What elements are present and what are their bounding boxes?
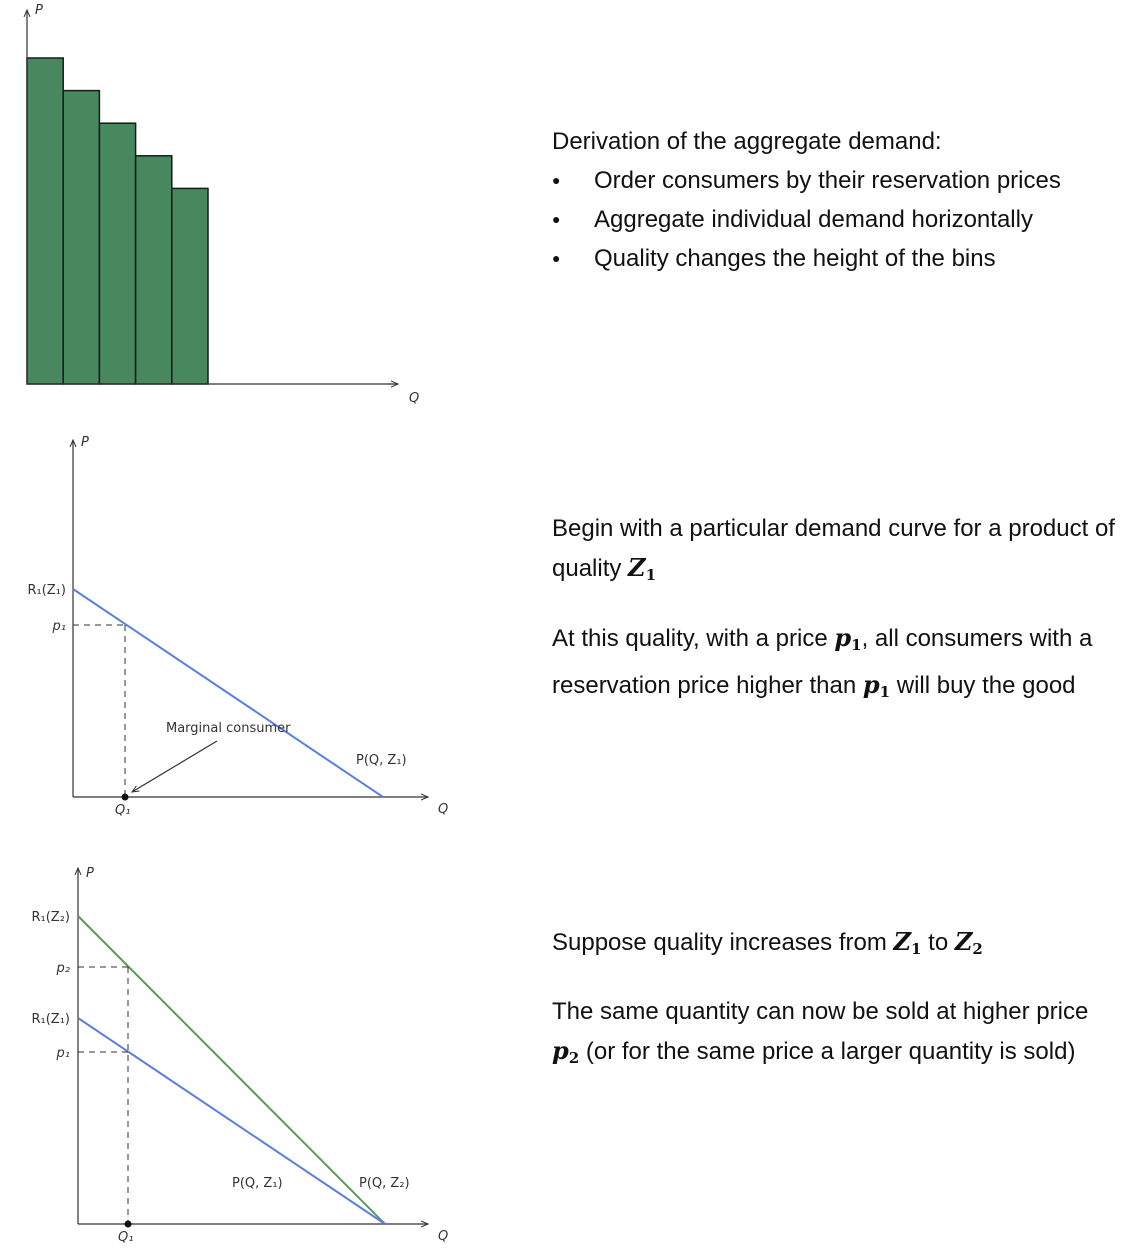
price-symbol: p — [552, 1036, 569, 1065]
quality-increase-diagram — [0, 850, 460, 1258]
quality-subscript: 2 — [972, 940, 983, 958]
list-item: ● Aggregate individual demand horizontally — [552, 200, 1122, 239]
demand-curve-z1 — [78, 1018, 385, 1224]
demand-curve-text — [552, 509, 1122, 712]
demand-curve-z1-label: P(Q, Z₁) — [356, 753, 407, 768]
intro-text: Begin with a particular demand curve for a product of quality — [552, 515, 1115, 582]
price-subscript: 2 — [568, 1049, 580, 1067]
quality-increase-explanation — [552, 992, 1122, 1078]
quality-subscript: 1 — [645, 566, 657, 584]
p-axis-label: P — [81, 435, 89, 450]
p-axis-label: P — [86, 866, 94, 881]
demand-bin — [99, 123, 135, 384]
list-item: ● Order consumers by their reservation prices — [552, 161, 1122, 200]
demand-curve-z2-label: P(Q, Z₂) — [359, 1176, 410, 1191]
demand-bin — [136, 156, 172, 384]
to-word: to — [928, 929, 949, 956]
explanation-text-b: (or for the same price a larger quantity is sold) — [585, 1038, 1076, 1065]
p1-label: p₁ — [56, 1046, 70, 1061]
q1-label: Q₁ — [118, 1230, 134, 1245]
price-subscript: 1 — [851, 636, 862, 654]
q-axis-label: Q — [409, 391, 420, 406]
price-symbol: p — [862, 670, 880, 699]
aggregate-demand-bins-diagram — [0, 0, 440, 410]
price-symbol: p — [834, 623, 852, 652]
aggregate-demand-text — [552, 122, 1122, 278]
demand-curve-z1 — [73, 589, 383, 797]
explanation-text-c: will buy the good — [896, 672, 1076, 699]
demand-curve-intro — [552, 509, 1122, 595]
quality-symbol: Z — [893, 927, 912, 956]
q-axis-label: Q — [438, 1229, 449, 1244]
intro-text: Suppose quality increases from — [552, 929, 887, 956]
quality-increase-intro — [552, 922, 1122, 969]
price-subscript: 1 — [879, 683, 891, 701]
demand-bins — [27, 58, 208, 384]
p2-label: p₂ — [56, 961, 70, 976]
list-item: ● Quality changes the height of the bins — [552, 239, 1122, 278]
demand-curve-z1-label: P(Q, Z₁) — [232, 1176, 283, 1191]
quality-increase-text — [552, 922, 1122, 1078]
demand-bin — [27, 58, 63, 384]
q1-label: Q₁ — [115, 803, 131, 818]
q1-point — [125, 1221, 132, 1228]
marginal-consumer-label: Marginal consumer — [166, 721, 291, 736]
explanation-text-a: At this quality, with a price — [552, 625, 828, 652]
explanation-text-a: The same quantity can now be sold at higher price — [552, 998, 1089, 1025]
quality-symbol: Z — [954, 927, 973, 956]
q1-point — [122, 794, 129, 801]
reservation-price-z1-label: R₁(Z₁) — [31, 1012, 70, 1027]
demand-curve-z1-diagram — [0, 430, 460, 830]
demand-curve-explanation — [552, 618, 1122, 712]
derivation-steps-list — [552, 161, 1122, 278]
marginal-consumer-arrow — [132, 741, 217, 792]
quality-subscript: 1 — [911, 940, 922, 958]
p1-label: p₁ — [52, 619, 66, 634]
explanation-text-b: , all consumers with a reservation price higher than — [552, 625, 1093, 699]
p-axis-label: P — [35, 3, 43, 18]
aggregate-demand-heading: Derivation of the aggregate demand: — [552, 128, 942, 155]
q-axis-label: Q — [438, 802, 449, 817]
demand-bin — [172, 188, 208, 384]
demand-bin — [63, 91, 99, 384]
quality-symbol: Z — [628, 553, 646, 582]
reservation-price-z2-label: R₁(Z₂) — [31, 910, 70, 925]
reservation-price-z1-label: R₁(Z₁) — [27, 583, 66, 598]
